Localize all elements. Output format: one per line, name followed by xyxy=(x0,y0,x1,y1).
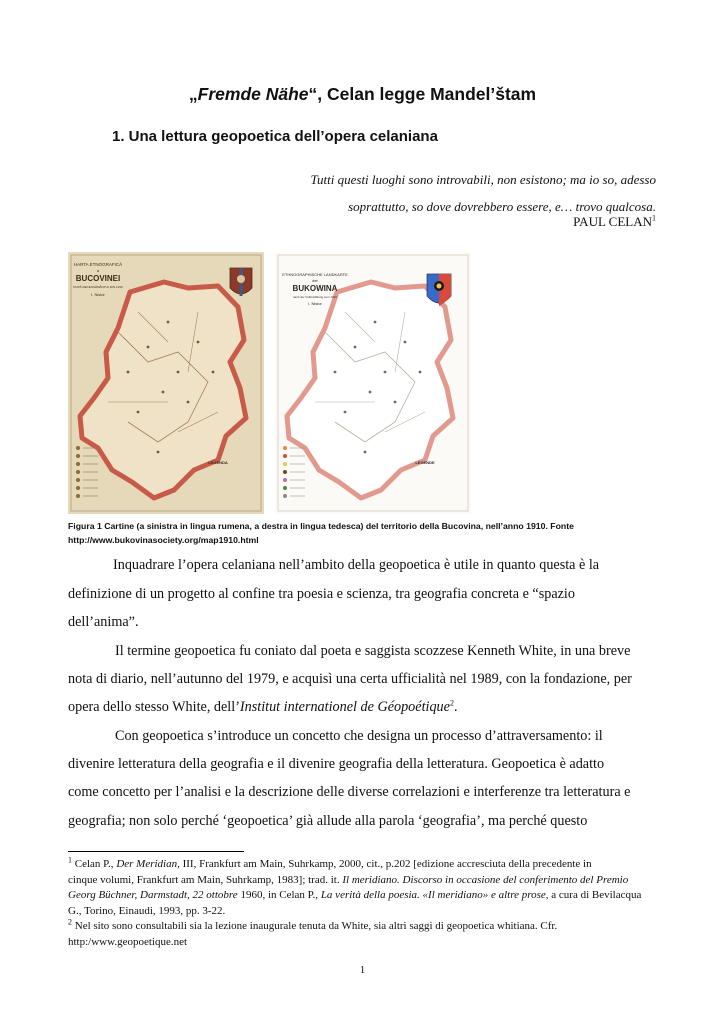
map-title-line: HARTA ETNOGRAFICĂ xyxy=(73,262,123,267)
footnote-ref: 2 xyxy=(449,698,454,708)
epigraph xyxy=(196,166,656,220)
page-title: „Fremde Nähe“, Celan legge Mandel’štam xyxy=(188,84,537,104)
map-title-line: ETHNOGRAPHISCHE LANDKARTE xyxy=(282,272,348,277)
map-legend-title: LEGENDE xyxy=(415,460,435,465)
epigraph-line: soprattutto, so dove dovrebbero essere, e… trovo qualcosa. xyxy=(348,199,656,214)
paragraph-line: opera dello stesso White, dell’Institut internationel de Géopoétique$^2$. xyxy=(68,698,458,715)
page-number: 1 xyxy=(359,964,366,976)
paragraph-line: geografia; non solo perché ‘geopoetica’ già allude alla parola ‘geografia’, ma perché questo xyxy=(68,813,588,829)
map-title-line: BUCOVINEI xyxy=(75,274,121,283)
map-subtitle: DUPĂ RECENSĂMÂNTUL DIN 1910 xyxy=(73,285,123,289)
map-title-line: BUKOWINA xyxy=(292,284,338,293)
map-legend-title: LEGENDA xyxy=(208,460,228,465)
paragraph-line: come concetto per l’analisi e la descrizione delle diverse correlazioni e interferenze tra letteratura e xyxy=(68,784,631,800)
figure-caption xyxy=(68,519,668,547)
caption-link[interactable]: http://www.bukovinasociety.org/map1910.html xyxy=(68,535,259,545)
paragraph-line: dell’anima”. xyxy=(68,614,139,630)
paragraph-line: nota di diario, nell’autunno del 1979, e acquisì una certa ufficialità nel 1989, con la fondazione, per xyxy=(68,671,632,687)
footnote-link[interactable]: http:/www.geopoetique.net xyxy=(68,935,188,948)
map-bukowina-german xyxy=(275,252,471,514)
paragraph-line: Il termine geopoetica fu coniato dal poeta e saggista scozzese Kenneth White, in una breve xyxy=(115,643,631,659)
section-heading: 1. Una lettura geopoetica dell’opera celaniana xyxy=(112,128,438,145)
footnote-2: $^2$ Nel sito sono consultabili sia la lezione inaugurale tenuta da White, sia altri saggi di geopoetica whitiana. Cfr. http:/www.geopoetique.net xyxy=(68,919,668,950)
paragraph-line: definizione di un progetto al confine tra poesia e scienza, tra geografia concreta e “spazio xyxy=(68,586,575,602)
map-title-line: der xyxy=(312,278,318,283)
epigraph-author: PAUL CELAN$^1$ xyxy=(573,213,656,229)
caption-line: Figura 1 Cartine (a sinistra in lingua rumena, a destra in lingua tedesca) del territorio della Bucovina, nell’anno 1910. Fonte xyxy=(68,521,574,531)
paragraph-line: Inquadrare l’opera celaniana nell’ambito della geopoetica è utile in quanto questa è la xyxy=(113,557,600,573)
footnote-1: $^1$ Celan P., Der Meridian, III, Frankfurt am Main, Suhrkamp, 2000, cit., p.202 [edizione accresciuta della precedente in cinque volumi, Frankfurt am Main, Suhrkamp, 1983]; trad. it. Il meridiano. Discorso in occasione del conferimento del Premio Georg Büchner, Darmstadt, 22 ottobre 1960, in Celan P., La verità della poesia. «Il meridiano» e altre prose, a cura di Bevilacqua G., Torino, Einaudi, 1993, pp. 3-22. xyxy=(68,855,642,917)
map-author: I. Nistor xyxy=(308,301,322,306)
map-author: I. Nistor xyxy=(91,292,105,297)
footnote-separator xyxy=(68,851,244,852)
footnote-ref: 1 xyxy=(652,213,656,223)
map-subtitle: nach der Volkszählung vom 1910 xyxy=(292,295,338,299)
map-bucovina-romanian xyxy=(68,252,264,514)
paragraph-line: divenire letteratura della geografia e il divenire geografia della letteratura. Geopoetica è adatto xyxy=(68,756,605,772)
map-title-line: a xyxy=(96,268,100,273)
epigraph-line: Tutti questi luoghi sono introvabili, non esistono; ma io so, adesso xyxy=(310,172,656,187)
paragraph-line: Con geopoetica s’introduce un concetto che designa un processo d’attraversamento: il xyxy=(115,728,603,744)
